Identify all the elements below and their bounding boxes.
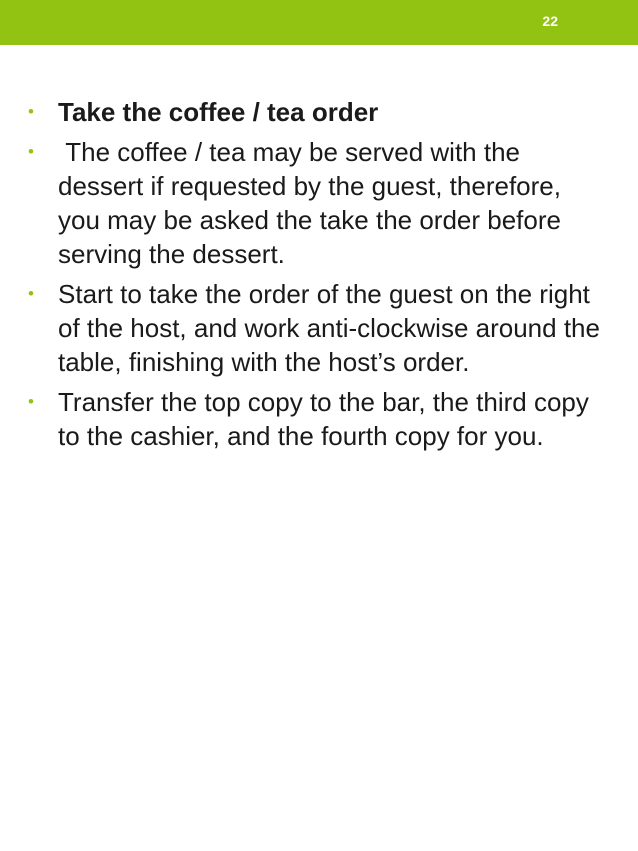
slide-content bbox=[26, 95, 601, 459]
page-number: 22 bbox=[542, 13, 558, 29]
bullet-text: Transfer the top copy to the bar, the third copy to the cashier, and the fourth copy for you. bbox=[58, 387, 589, 451]
bullet-text: The coffee / tea may be served with the dessert if requested by the guest, therefore, you may be asked the take the order before serving the dessert. bbox=[58, 137, 569, 269]
bullet-item-1 bbox=[26, 95, 601, 129]
bullet-text-heading: Take the coffee / tea order bbox=[58, 97, 379, 127]
bullet-icon: • bbox=[28, 142, 34, 161]
bullet-icon: • bbox=[28, 102, 34, 121]
header-bar bbox=[0, 0, 638, 45]
bullet-text: Start to take the order of the guest on the right of the host, and work anti-clockwise around the table, finishing with the host’s order. bbox=[58, 279, 600, 377]
bullet-item-2 bbox=[26, 135, 601, 271]
bullet-item-4 bbox=[26, 385, 601, 453]
bullet-item-3 bbox=[26, 277, 601, 379]
bullet-icon: • bbox=[28, 392, 34, 411]
bullet-icon: • bbox=[28, 284, 34, 303]
